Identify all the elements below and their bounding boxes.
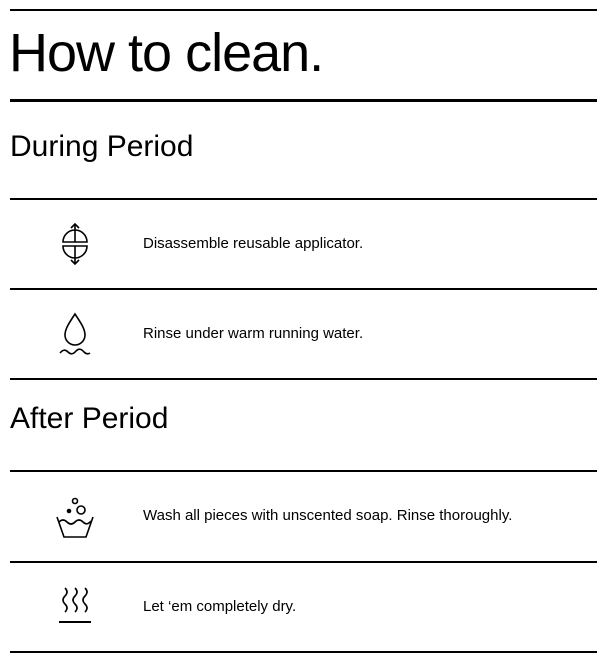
section-heading-during-period: During Period bbox=[10, 130, 194, 163]
divider bbox=[10, 378, 597, 380]
list-item bbox=[10, 471, 597, 560]
list-item bbox=[10, 289, 597, 378]
applicator-icon bbox=[55, 221, 95, 267]
water-drop-icon bbox=[55, 311, 95, 357]
divider bbox=[10, 651, 597, 653]
list-item bbox=[10, 199, 597, 288]
list-item bbox=[10, 562, 597, 651]
step-text: Disassemble reusable applicator. bbox=[143, 235, 364, 252]
dry-heat-icon bbox=[55, 584, 95, 630]
page-title: How to clean. bbox=[9, 23, 324, 83]
step-text: Wash all pieces with unscented soap. Rinse thoroughly. bbox=[143, 507, 513, 524]
section-heading-after-period: After Period bbox=[10, 402, 169, 435]
step-text: Rinse under warm running water. bbox=[143, 325, 364, 342]
divider bbox=[10, 9, 597, 11]
wash-basin-icon bbox=[55, 493, 95, 539]
divider bbox=[10, 99, 597, 102]
step-text: Let ‘em completely dry. bbox=[143, 598, 297, 615]
